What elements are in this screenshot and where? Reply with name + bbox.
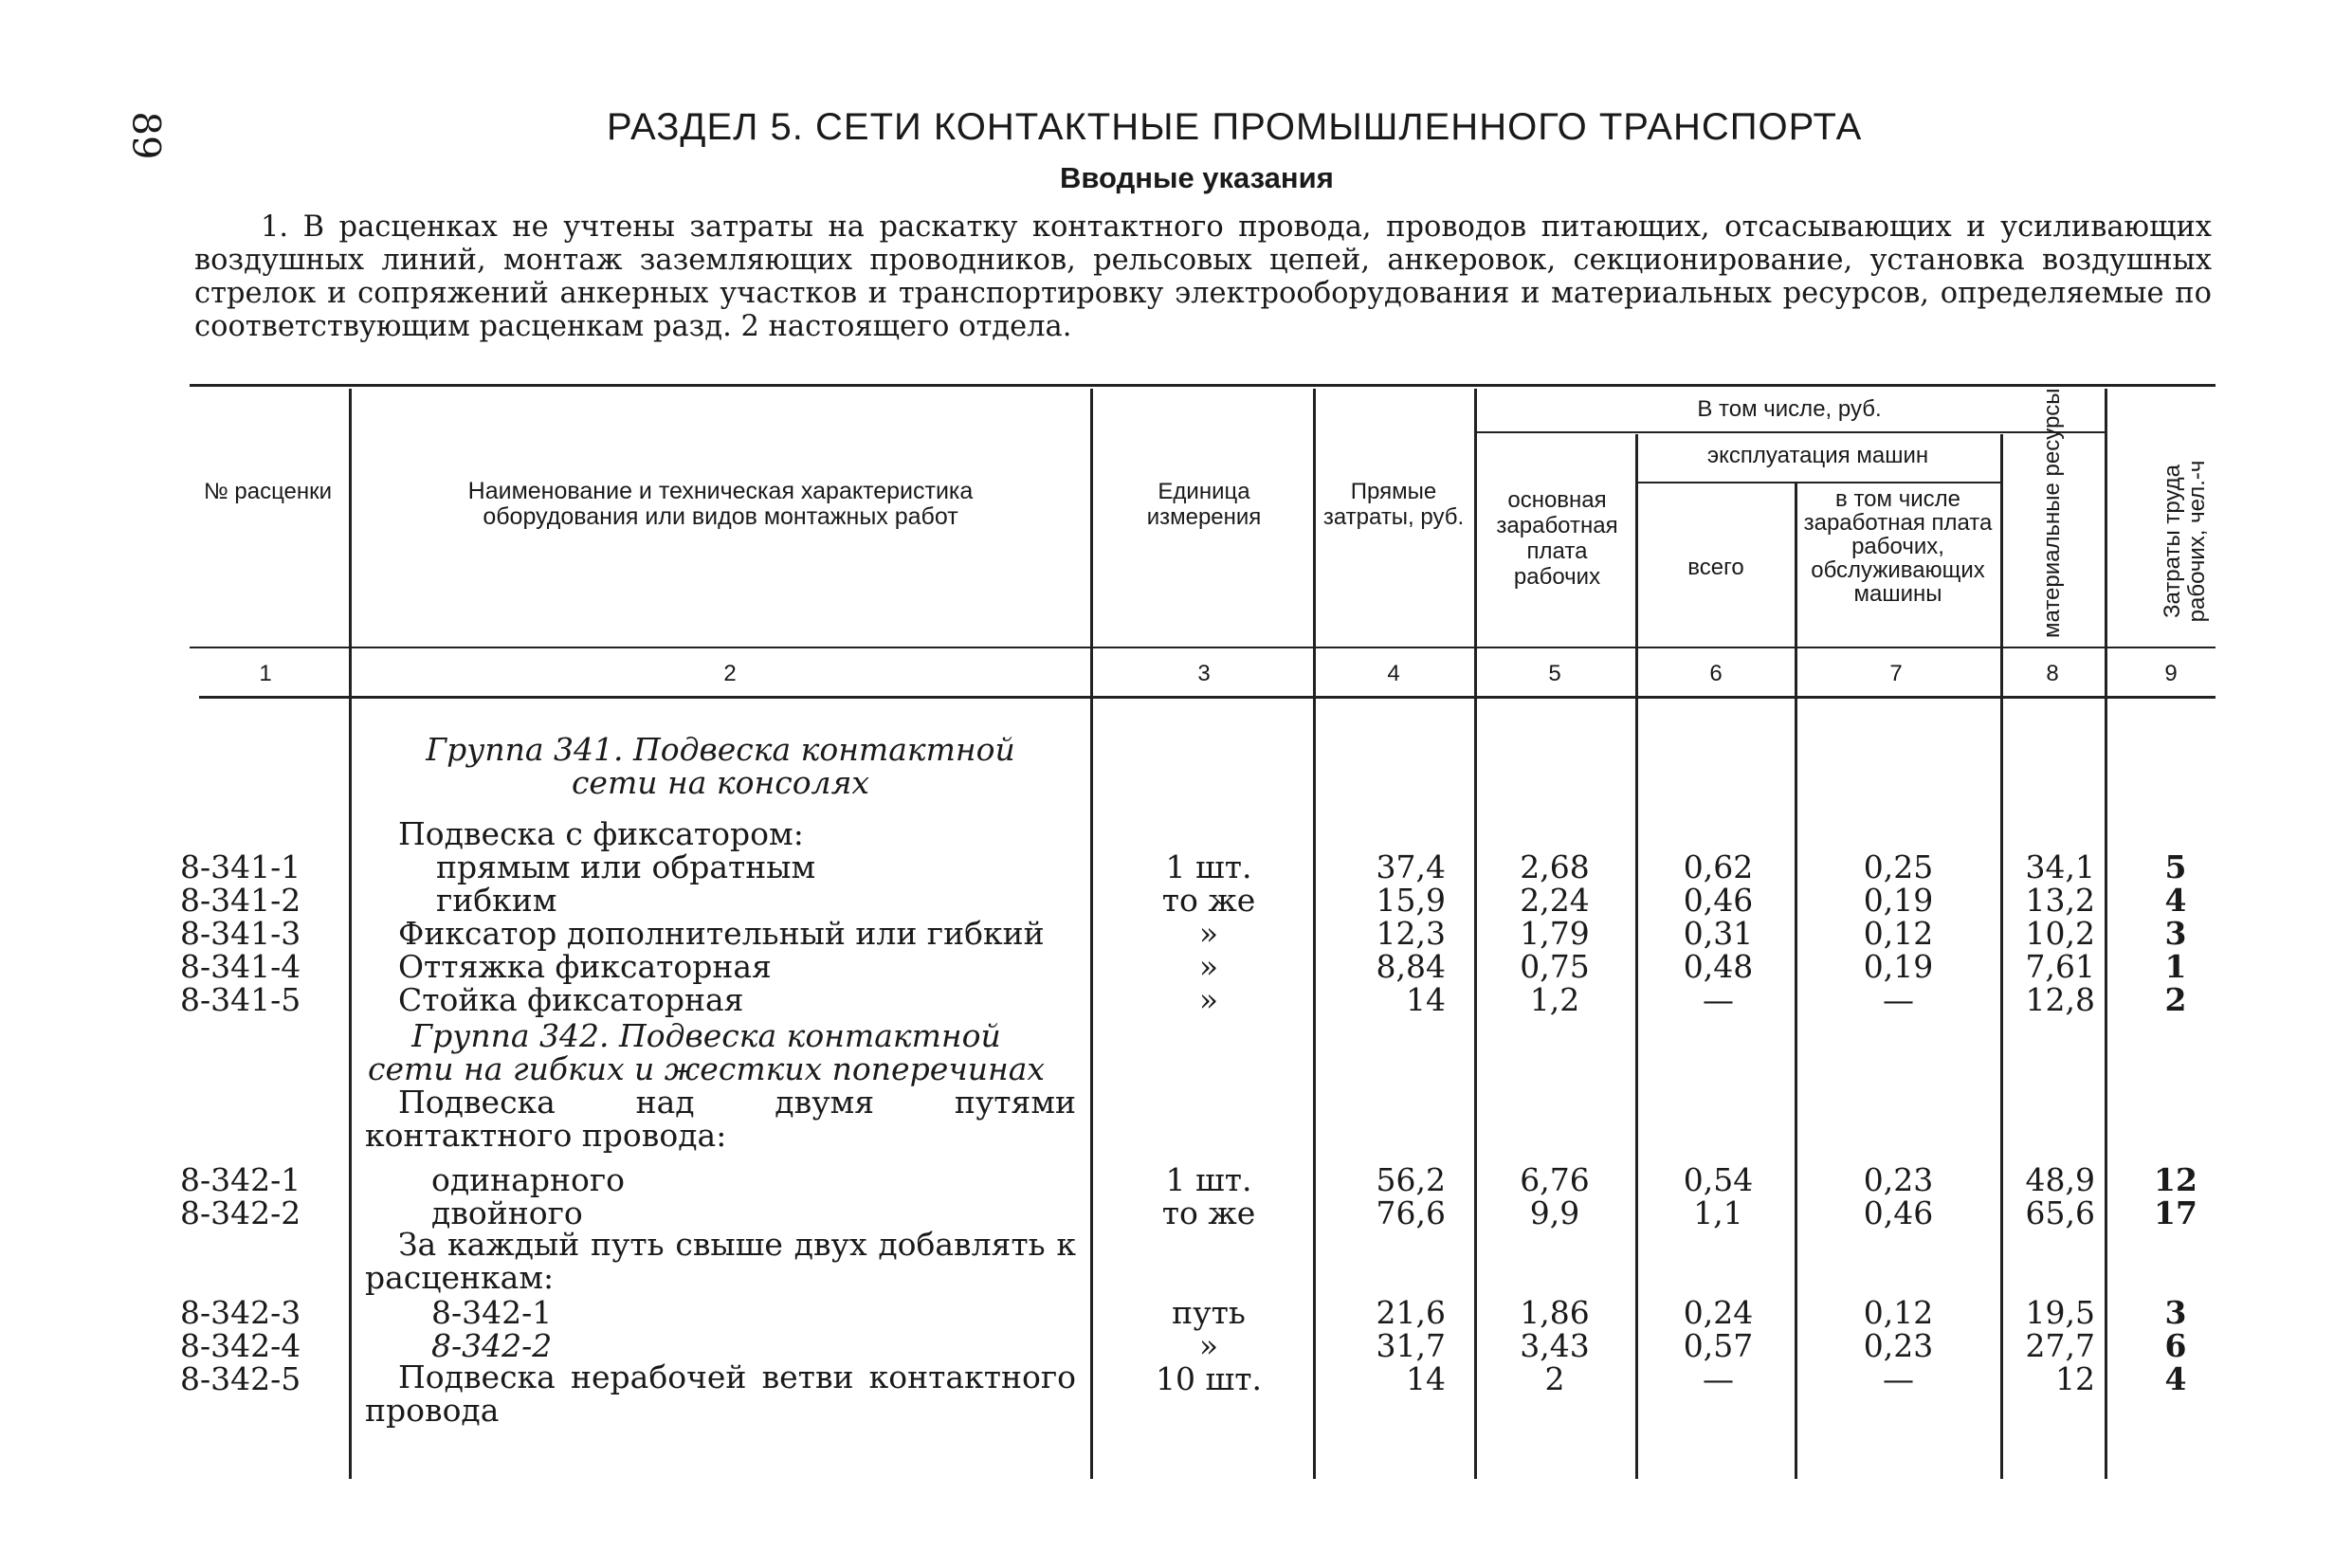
unit-cell: » xyxy=(1198,915,1219,952)
col-divider-1 xyxy=(349,389,352,1479)
header-in-total: В том числе, руб. xyxy=(1697,396,1882,422)
work-name: Подвеска нерабочей ветви контактного провода xyxy=(365,1358,1076,1429)
rate-code: 8-341-3 xyxy=(180,915,301,952)
rate-code: 8-342-3 xyxy=(180,1294,301,1331)
col-num-7: 7 xyxy=(1889,661,1903,686)
labor-cell: 3 xyxy=(2164,915,2187,952)
materials-cell: 19,5 xyxy=(2025,1294,2095,1331)
header-machines-total: всего xyxy=(1687,555,1744,580)
unit-cell: то же xyxy=(1161,882,1256,919)
labor-cell: 4 xyxy=(2164,1360,2187,1397)
wage-cell: 3,43 xyxy=(1520,1327,1590,1364)
rate-code: 8-342-5 xyxy=(180,1360,301,1397)
col-divider-5 xyxy=(1635,434,1638,1479)
materials-cell: 12 xyxy=(2055,1360,2095,1397)
machine-wage-cell: 0,12 xyxy=(1863,915,1934,952)
unit-cell: то же xyxy=(1161,1194,1256,1231)
col-num-5: 5 xyxy=(1548,661,1561,686)
wage-cell: 0,75 xyxy=(1520,948,1590,985)
labor-cell: 2 xyxy=(2164,981,2187,1018)
machine-cost-cell: 0,46 xyxy=(1683,882,1754,919)
machine-cost-cell: 0,54 xyxy=(1683,1161,1754,1198)
labor-cell: 6 xyxy=(2164,1327,2187,1364)
labor-cell: 17 xyxy=(2154,1194,2197,1231)
intro-paragraph: 1. В расценках не учтены затраты на раскатку контактного провода, проводов питающих, отсасывающих и усиливающих воздушных линий, монтаж заземляющих проводников, рельсовых цепей, анкеровок, секционирование, установка воздушных стрелок и сопряжений анкерных участков и транспортировку электрооборудования и материальных ресурсов, определяемые по соответствующим расценкам разд. 2 настоящего отдела. xyxy=(194,210,2212,343)
col-divider-2 xyxy=(1090,389,1093,1479)
rate-code: 8-341-5 xyxy=(180,981,301,1018)
machine-cost-cell: — xyxy=(1703,1360,1734,1397)
wage-cell: 6,76 xyxy=(1520,1161,1590,1198)
labor-cell: 4 xyxy=(2164,882,2187,919)
work-name: Стойка фиксаторная xyxy=(398,981,744,1018)
machine-cost-cell: 0,48 xyxy=(1683,948,1754,985)
header-unit: Единица измерения xyxy=(1146,479,1262,530)
work-name: прямым или обратным xyxy=(436,848,816,885)
numbers-bottom-rule xyxy=(199,696,2215,699)
labor-cell: 3 xyxy=(2164,1294,2187,1331)
machine-cost-cell: 1,1 xyxy=(1693,1194,1743,1231)
work-name: двойного xyxy=(431,1194,583,1231)
wage-cell: 1,86 xyxy=(1520,1294,1590,1331)
materials-cell: 48,9 xyxy=(2025,1161,2095,1198)
direct-cost-cell: 37,4 xyxy=(1376,848,1446,885)
machine-wage-cell: 0,25 xyxy=(1863,848,1934,885)
machine-cost-cell: 0,31 xyxy=(1683,915,1754,952)
group-341-title: Группа 341. Подвеска контактной сети на консолях xyxy=(426,731,1015,801)
header-bottom-rule xyxy=(190,647,2215,648)
work-name: 8-342-2 xyxy=(431,1327,553,1364)
unit-cell: 10 шт. xyxy=(1156,1360,1262,1397)
col-num-9: 9 xyxy=(2164,661,2178,686)
page-number: 89 xyxy=(123,111,168,160)
rate-code: 8-341-1 xyxy=(180,848,301,885)
machine-cost-cell: — xyxy=(1703,981,1734,1018)
rate-code: 8-342-1 xyxy=(180,1161,301,1198)
machine-wage-cell: 0,23 xyxy=(1863,1327,1934,1364)
col-num-1: 1 xyxy=(259,661,272,686)
header-direct: Прямые затраты, руб. xyxy=(1322,479,1465,530)
machine-wage-cell: — xyxy=(1883,1360,1914,1397)
group-341-subheading: Подвеска с фиксатором: xyxy=(398,815,804,852)
subheader-rule xyxy=(1474,431,2105,433)
header-labor: Затраты труда рабочих, чел.-ч xyxy=(2160,460,2210,623)
table-top-rule xyxy=(190,384,2215,387)
unit-cell: » xyxy=(1198,948,1219,985)
rate-code: 8-342-2 xyxy=(180,1194,301,1231)
unit-cell: 1 шт. xyxy=(1165,1161,1252,1198)
direct-cost-cell: 14 xyxy=(1406,1360,1446,1397)
work-name: одинарного xyxy=(431,1161,625,1198)
machine-cost-cell: 0,24 xyxy=(1683,1294,1754,1331)
header-name: Наименование и техническая характеристика оборудования или видов монтажных работ xyxy=(467,478,974,530)
materials-cell: 27,7 xyxy=(2025,1327,2095,1364)
machine-wage-cell: 0,23 xyxy=(1863,1161,1934,1198)
machine-cost-cell: 0,62 xyxy=(1683,848,1754,885)
unit-cell: » xyxy=(1198,1327,1219,1364)
col-divider-8 xyxy=(2105,389,2107,1479)
direct-cost-cell: 21,6 xyxy=(1376,1294,1446,1331)
col-num-3: 3 xyxy=(1197,661,1211,686)
machine-cost-cell: 0,57 xyxy=(1683,1327,1754,1364)
wage-cell: 1,79 xyxy=(1520,915,1590,952)
unit-cell: путь xyxy=(1172,1294,1246,1331)
rate-code: 8-341-2 xyxy=(180,882,301,919)
wage-cell: 1,2 xyxy=(1529,981,1580,1018)
header-code: № расценки xyxy=(203,479,333,504)
labor-cell: 5 xyxy=(2164,848,2187,885)
unit-cell: 1 шт. xyxy=(1165,848,1252,885)
materials-cell: 34,1 xyxy=(2025,848,2095,885)
materials-cell: 10,2 xyxy=(2025,915,2095,952)
wage-cell: 9,9 xyxy=(1529,1194,1580,1231)
section-title: РАЗДЕЛ 5. СЕТИ КОНТАКТНЫЕ ПРОМЫШЛЕННОГО ТРАНСПОРТА xyxy=(607,106,1863,148)
machine-wage-cell: 0,46 xyxy=(1863,1194,1934,1231)
wage-cell: 2,68 xyxy=(1520,848,1590,885)
subtitle: Вводные указания xyxy=(1060,161,1334,194)
direct-cost-cell: 12,3 xyxy=(1376,915,1446,952)
machine-wage-cell: 0,19 xyxy=(1863,882,1934,919)
header-machines-wage: в том числе заработная плата рабочих, обслуживающих машины xyxy=(1803,486,1993,607)
wage-cell: 2 xyxy=(1544,1360,1565,1397)
header-machines: эксплуатация машин xyxy=(1706,443,1929,468)
materials-cell: 12,8 xyxy=(2025,981,2095,1018)
header-wage: основная заработная плата рабочих xyxy=(1496,487,1618,590)
col-num-6: 6 xyxy=(1709,661,1723,686)
materials-cell: 7,61 xyxy=(2025,948,2095,985)
rate-code: 8-341-4 xyxy=(180,948,301,985)
group-342-title: Группа 342. Подвеска контактной сети на гибких и жестких поперечинах xyxy=(367,1017,1046,1087)
wage-cell: 2,24 xyxy=(1520,882,1590,919)
labor-cell: 1 xyxy=(2164,948,2187,985)
group-342-subheading: Подвеска над двумя путями контактного провода: xyxy=(365,1084,1076,1154)
direct-cost-cell: 76,6 xyxy=(1376,1194,1446,1231)
materials-cell: 13,2 xyxy=(2025,882,2095,919)
col-num-2: 2 xyxy=(723,661,737,686)
rate-code: 8-342-4 xyxy=(180,1327,301,1364)
direct-cost-cell: 31,7 xyxy=(1376,1327,1446,1364)
col-num-8: 8 xyxy=(2046,661,2059,686)
unit-cell: » xyxy=(1198,981,1219,1018)
work-name: гибким xyxy=(436,882,557,919)
direct-cost-cell: 56,2 xyxy=(1376,1161,1446,1198)
materials-cell: 65,6 xyxy=(2025,1194,2095,1231)
work-name: 8-342-1 xyxy=(431,1294,553,1331)
labor-cell: 12 xyxy=(2154,1161,2197,1198)
work-name: Оттяжка фиксаторная xyxy=(398,948,772,985)
machine-wage-cell: 0,12 xyxy=(1863,1294,1934,1331)
direct-cost-cell: 14 xyxy=(1406,981,1446,1018)
machines-rule xyxy=(1635,482,2000,483)
work-name: Фиксатор дополнительный или гибкий xyxy=(398,915,1045,952)
machine-wage-cell: — xyxy=(1883,981,1914,1018)
group-342-subheading-2: За каждый путь свыше двух добавлять к расценкам: xyxy=(365,1226,1076,1296)
direct-cost-cell: 15,9 xyxy=(1376,882,1446,919)
col-num-4: 4 xyxy=(1387,661,1400,686)
machine-wage-cell: 0,19 xyxy=(1863,948,1934,985)
header-materials: материальные ресурсы xyxy=(2039,388,2065,638)
direct-cost-cell: 8,84 xyxy=(1376,948,1446,985)
